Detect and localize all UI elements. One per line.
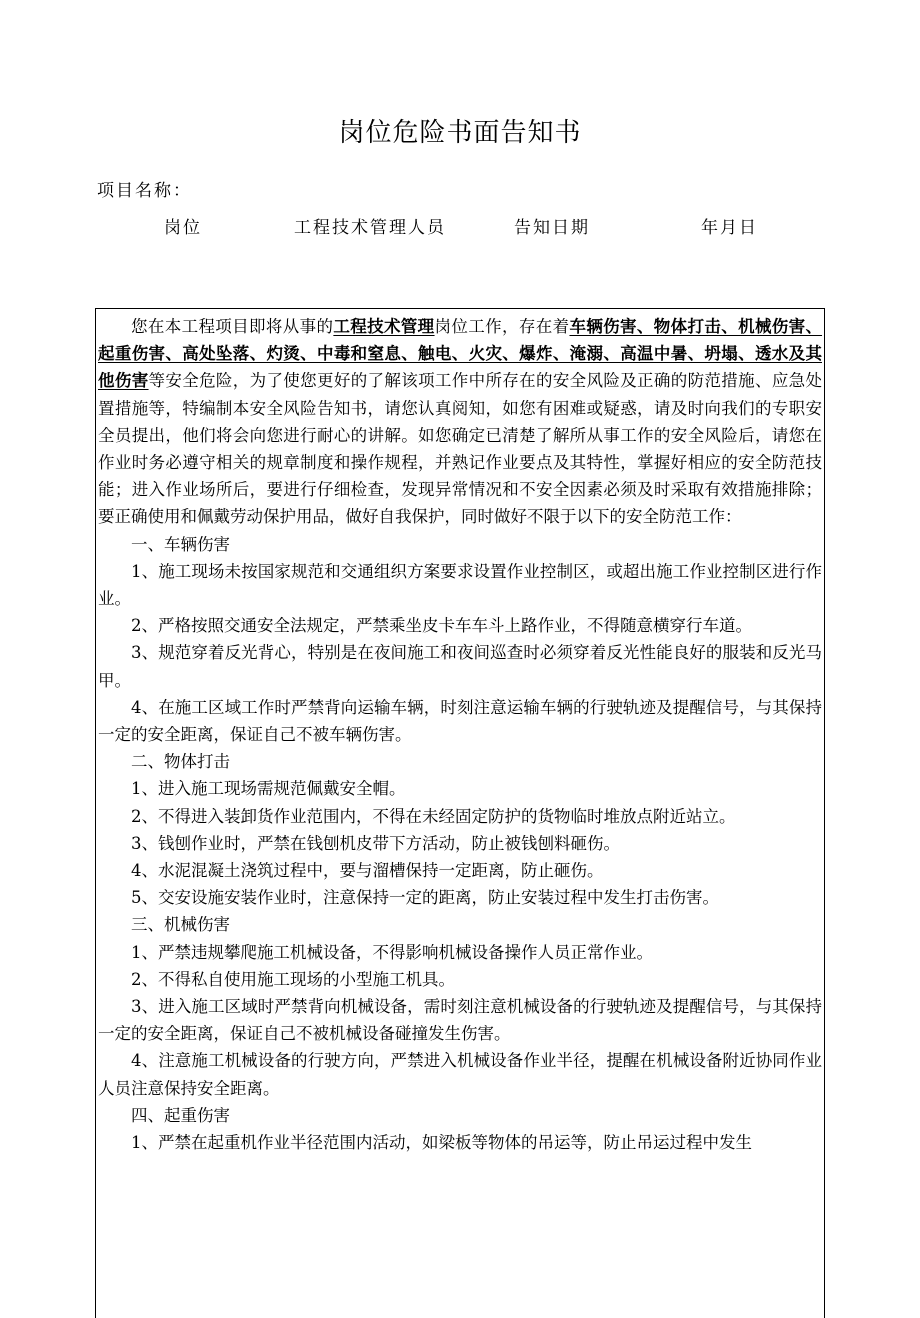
list-item: 3、进入施工区域时严禁背向机械设备，需时刻注意机械设备的行驶轨迹及提醒信号，与其保持一定的安全距离，保证自己不被机械设备碰撞发生伤害。 (98, 997, 822, 1044)
post-value: 工程技术管理人员 (294, 218, 446, 238)
intro-mid: 岗位工作，存在着 (434, 317, 570, 336)
section-heading-machinery: 三、机械伤害 (131, 915, 230, 935)
project-name-label: 项目名称： (97, 181, 192, 201)
list-item: 4、水泥混凝土浇筑过程中，要与溜槽保持一定距离，防止砸伤。 (131, 861, 604, 881)
section-heading-vehicle: 一、车辆伤害 (131, 534, 230, 554)
section-heading-object-strike: 二、物体打击 (131, 752, 230, 772)
list-item: 1、严禁在起重机作业半径范围内活动，如梁板等物体的吊运等，防止吊运过程中发生 (131, 1133, 752, 1153)
post-label: 岗位 (164, 218, 202, 238)
list-item: 1、进入施工现场需规范佩戴安全帽。 (131, 779, 406, 799)
list-item: 2、不得私自使用施工现场的小型施工机具。 (131, 969, 455, 989)
info-row (0, 213, 920, 237)
list-item: 1、施工现场未按国家规范和交通组织方案要求设置作业控制区，或超出施工作业控制区进行作业。 (98, 561, 822, 609)
intro-hazard-list: 车辆伤害、物体打击、机械伤害、起重伤害、高处坠落、灼烫、中毒和窒息、触电、火灾、爆炸、淹溺、高温中暑、坍塌、透水及其他伤害 (98, 317, 823, 391)
list-item: 2、严格按照交通安全法规定，严禁乘坐皮卡车车斗上路作业，不得随意横穿行车道。 (131, 616, 752, 636)
list-item: 3、钱刨作业时，严禁在钱刨机皮带下方活动，防止被钱刨料砸伤。 (131, 833, 620, 853)
intro-rest: 等安全危险，为了使您更好的了解该项工作中所存在的安全风险及正确的防范措施、应急处置措施等，特编制本安全风险告知书，请您认真阅知，如您有困难或疑惑，请及时向我们的专职安全员提出，他们将会向您进行耐心的讲解。如您确定已清楚了解所从事工作的安全风险后，请您在作业时务必遵守相关的规章制度和操作规程，并熟记作业要点及其特性，掌握好相应的安全防范技能；进入作业场所后，要进行仔细检查，发现异常情况和不安全因素必须及时采取有效措施排除；要正确使用和佩戴劳动保护用品，做好自我保护，同时做好不限于以下的安全防范工作： (98, 371, 823, 527)
notice-date-label: 告知日期 (514, 218, 590, 238)
list-item: 2、不得进入装卸货作业范围内，不得在未经固定防护的货物临时堆放点附近站立。 (131, 806, 736, 826)
list-item: 1、严禁违规攀爬施工机械设备，不得影响机械设备操作人员正常作业。 (131, 942, 653, 962)
list-item: 3、规范穿着反光背心，特别是在夜间施工和夜间巡查时必须穿着反光性能良好的服装和反光马甲。 (98, 643, 822, 690)
section-heading-lifting: 四、起重伤害 (131, 1105, 230, 1125)
list-item: 4、注意施工机械设备的行驶方向，严禁进入机械设备作业半径，提醒在机械设备附近协同作业人员注意保持安全距离。 (98, 1051, 822, 1098)
notice-date-value: 年月日 (701, 218, 758, 238)
notice-content-box (95, 308, 825, 1318)
list-item: 4、在施工区域工作时严禁背向运输车辆，时刻注意运输车辆的行驶轨迹及提醒信号，与其保持一定的安全距离，保证自己不被车辆伤害。 (98, 697, 822, 745)
list-item: 5、交安设施安装作业时，注意保持一定的距离，防止安装过程中发生打击伤害。 (131, 888, 719, 908)
intro-job-name: 工程技术管理 (333, 317, 435, 336)
page-title: 岗位危险书面告知书 (338, 118, 582, 148)
intro-lead: 您在本工程项目即将从事的 (131, 317, 334, 336)
intro-paragraph (98, 313, 822, 531)
